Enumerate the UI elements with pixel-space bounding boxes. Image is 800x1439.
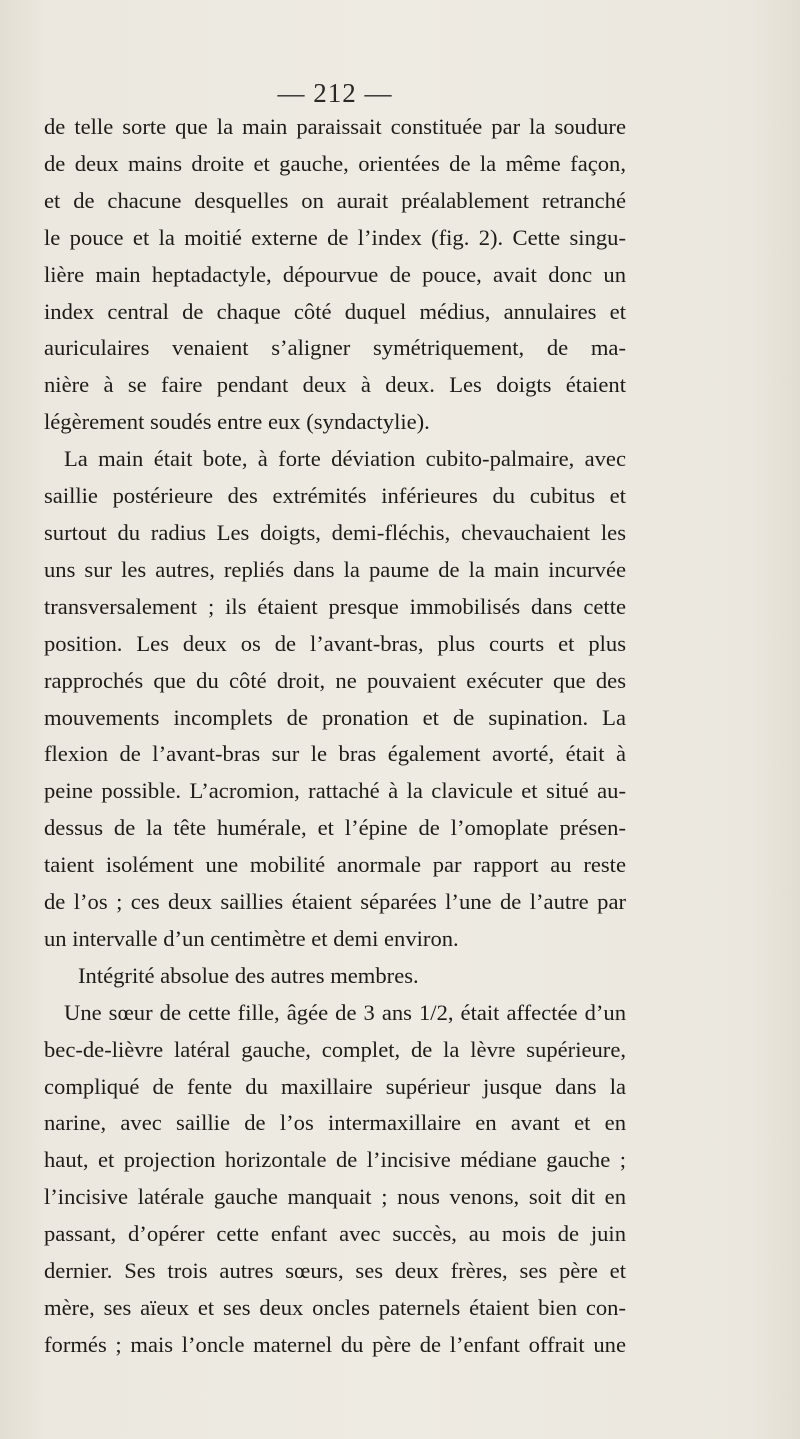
text-line: position. Les deux os de l’avant-bras, plus courts et plus: [44, 630, 626, 656]
text-line: Une sœur de cette fille, âgée de 3 ans 1/2, était affectée d’un: [64, 999, 626, 1025]
text-line: narine, avec saillie de l’os intermaxillaire en avant et en: [44, 1110, 626, 1136]
text-line: de l’os ; ces deux saillies étaient séparées l’une de l’autre par: [44, 889, 626, 915]
text-line: un intervalle d’un centimètre et demi environ.: [44, 925, 459, 951]
text-line: dessus de la tête humérale, et l’épine de l’omoplate présen-: [44, 815, 626, 841]
text-line: mère, ses aïeux et ses deux oncles paternels étaient bien con-: [44, 1295, 626, 1320]
text-line: dernier. Ses trois autres sœurs, ses deux frères, ses père et: [44, 1258, 626, 1284]
body-text: [44, 109, 626, 1364]
page-number: — 212 —: [277, 78, 393, 108]
text-line: l’incisive latérale gauche manquait ; nous venons, soit dit en: [44, 1184, 626, 1210]
text-line: saillie postérieure des extrémités inférieures du cubitus et: [44, 483, 626, 509]
text-line: passant, d’opérer cette enfant avec succès, au mois de juin: [44, 1221, 626, 1247]
text-line: flexion de l’avant-bras sur le bras également avorté, était à: [44, 741, 626, 767]
text-line: Intégrité absolue des autres membres.: [78, 962, 419, 988]
text-line: légèrement soudés entre eux (syndactylie).: [44, 409, 430, 435]
text-line: lière main heptadactyle, dépourvue de pouce, avait donc un: [44, 261, 626, 287]
text-line: de deux mains droite et gauche, orientées de la même façon,: [44, 150, 626, 176]
text-line: mouvements incomplets de pronation et de supination. La: [44, 704, 626, 730]
text-line: haut, et projection horizontale de l’incisive médiane gauche ;: [44, 1147, 626, 1173]
text-line: uns sur les autres, repliés dans la paume de la main incurvée: [44, 556, 626, 582]
text-line: compliqué de fente du maxillaire supérieur jusque dans la: [44, 1073, 626, 1099]
text-line: nière à se faire pendant deux à deux. Les doigts étaient: [44, 372, 626, 398]
text-line: de telle sorte que la main paraissait constituée par la soudure: [44, 114, 626, 139]
text-line: peine possible. L’acromion, rattaché à la clavicule et situé au-: [44, 778, 626, 804]
text-line: et de chacune desquelles on aurait préalablement retranché: [44, 187, 626, 213]
text-line: bec-de-lièvre latéral gauche, complet, de la lèvre supérieure,: [44, 1036, 626, 1062]
text-line: le pouce et la moitié externe de l’index (fig. 2). Cette singu-: [44, 224, 626, 250]
text-line: taient isolément une mobilité anormale par rapport au reste: [44, 852, 626, 878]
text-line: index central de chaque côté duquel médius, annulaires et: [44, 298, 626, 324]
text-line: La main était bote, à forte déviation cubito-palmaire, avec: [64, 446, 626, 472]
text-line: formés ; mais l’oncle maternel du père de l’enfant offrait une: [44, 1331, 626, 1357]
text-line: transversalement ; ils étaient presque immobilisés dans cette: [44, 593, 626, 619]
text-line: surtout du radius Les doigts, demi-fléchis, chevauchaient les: [44, 519, 626, 545]
text-line: rapprochés que du côté droit, ne pouvaient exécuter que des: [44, 667, 626, 693]
text-line: auriculaires venaient s’aligner symétriquement, de ma-: [44, 335, 626, 361]
